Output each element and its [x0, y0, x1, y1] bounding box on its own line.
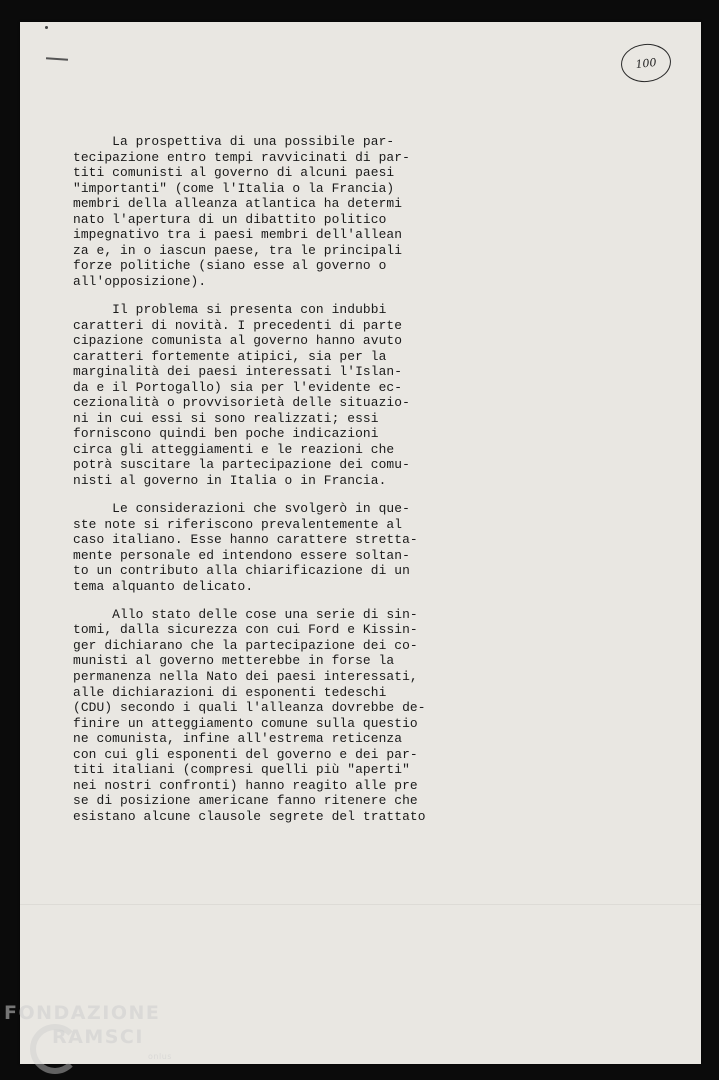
page-number-text: 100	[634, 55, 658, 71]
text-line: alle dichiarazioni di esponenti tedeschi	[73, 684, 387, 700]
fondazione-gramsci-watermark	[4, 1002, 184, 1076]
text-line: permanenza nella Nato dei paesi interessati,	[73, 669, 418, 684]
text-line: Allo stato delle cose una serie di sin-	[73, 606, 418, 622]
text-line: to un contributo alla chiarificazione di un	[73, 563, 410, 579]
text-line: ne comunista, infine all'estrema reticenza	[73, 731, 403, 747]
watermark-line2: RAMSCI	[52, 1026, 144, 1048]
paper-sheet	[20, 22, 701, 1064]
text-line: forniscono quindi ben poche indicazioni	[73, 426, 379, 442]
paper-fold-line	[20, 904, 701, 905]
text-line: cezionalità o provvisorietà delle situazio-	[73, 395, 410, 411]
text-line: tema alquanto delicato.	[73, 578, 254, 594]
text-line: nato l'apertura di un dibattito politico	[73, 211, 387, 227]
text-line: esistano alcune clausole segrete del trattato	[73, 808, 426, 824]
text-line: munisti al governo metterebbe in forse la	[73, 653, 395, 669]
text-line: tecipazione entro tempi ravvicinati di par-	[73, 149, 410, 165]
typewritten-body	[73, 134, 453, 837]
paragraph	[73, 607, 453, 825]
text-line: La prospettiva di una possibile par-	[73, 134, 395, 149]
text-line: membri della alleanza atlantica ha determi	[73, 196, 403, 212]
text-line: Le considerazioni che svolgerò in que-	[73, 501, 410, 517]
text-line: titi comunisti al governo di alcuni paesi	[73, 165, 395, 181]
paragraph	[73, 302, 453, 489]
paragraph	[73, 501, 453, 594]
edge-mark	[45, 26, 48, 29]
text-line: ste note si riferiscono prevalentemente al	[73, 516, 403, 532]
text-line: ger dichiarano che la partecipazione dei co-	[73, 637, 418, 653]
text-line: se di posizione americane fanno ritenere che	[73, 793, 418, 809]
text-line: finire un atteggiamento comune sulla questio	[73, 715, 418, 731]
text-line: da e il Portogallo) sia per l'evidente ec-	[73, 379, 403, 395]
text-line: Il problema si presenta con indubbi	[73, 301, 387, 317]
text-line: con cui gli esponenti del governo e dei par-	[73, 746, 418, 762]
text-line: tomi, dalla sicurezza con cui Ford e Kissin-	[73, 622, 418, 638]
text-line: caratteri fortemente atipici, sia per la	[73, 348, 387, 364]
text-line: za e, in o iascun paese, tra le principali	[73, 242, 403, 258]
watermark-suffix: onlus	[148, 1052, 172, 1061]
handwritten-page-number	[619, 41, 673, 84]
text-line: (CDU) secondo i quali l'alleanza dovrebbe de-	[73, 700, 426, 716]
text-line: marginalità dei paesi interessati l'Islan-	[73, 364, 403, 380]
text-line: nei nostri confronti) hanno reagito alle pre	[73, 777, 418, 793]
text-line: titi italiani (compresi quelli più "aperti"	[73, 762, 410, 778]
edge-mark	[46, 57, 68, 61]
text-line: impegnativo tra i paesi membri dell'allean	[73, 227, 403, 243]
text-line: mente personale ed intendono essere soltan-	[73, 547, 410, 563]
text-line: circa gli atteggiamenti e le reazioni che	[73, 441, 395, 457]
text-line: all'opposizione).	[73, 273, 207, 289]
text-line: caso italiano. Esse hanno carattere stretta-	[73, 532, 418, 548]
text-line: potrà suscitare la partecipazione dei comu-	[73, 457, 410, 473]
text-line: ni in cui essi si sono realizzati; essi	[73, 410, 379, 426]
text-line: "importanti" (come l'Italia o la Francia)	[73, 180, 395, 196]
paragraph	[73, 134, 453, 289]
text-line: caratteri di novità. I precedenti di parte	[73, 317, 403, 333]
text-line: forze politiche (siano esse al governo o	[73, 258, 387, 274]
text-line: nisti al governo in Italia o in Francia.	[73, 472, 387, 488]
text-line: cipazione comunista al governo hanno avuto	[73, 333, 403, 349]
watermark-line1: FONDAZIONE	[4, 1002, 161, 1024]
